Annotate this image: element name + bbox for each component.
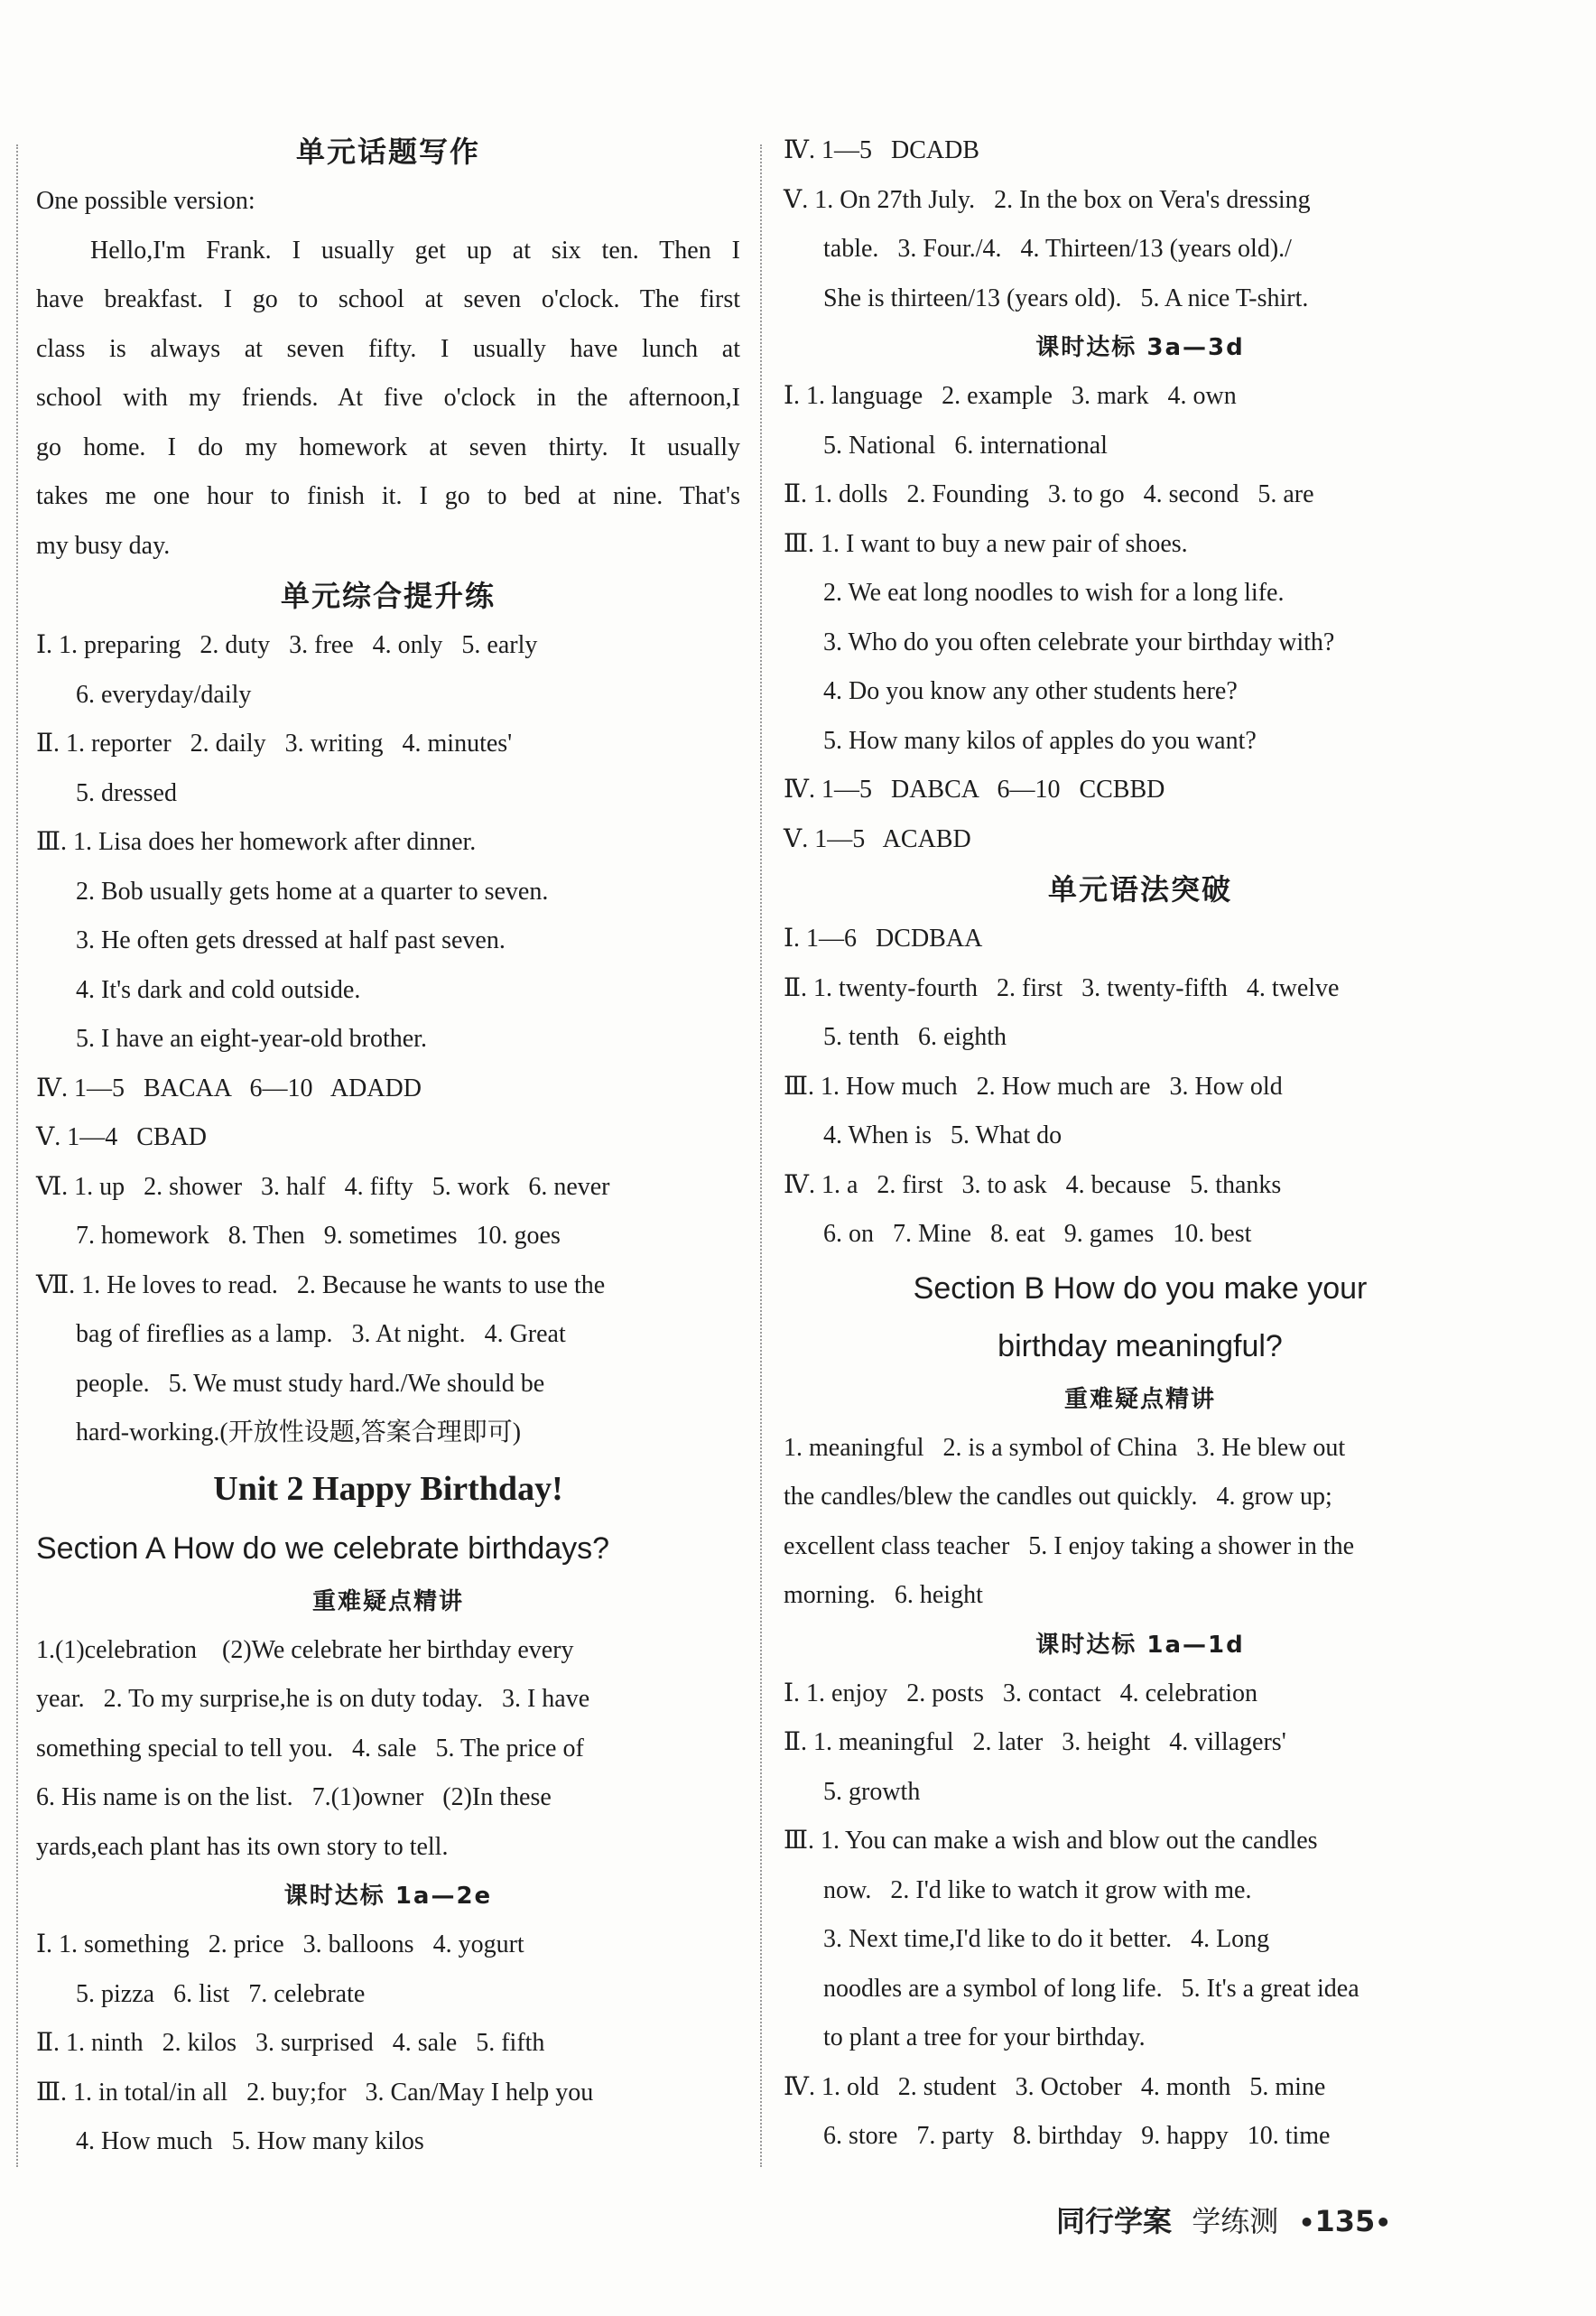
right-column: [784, 126, 1497, 2162]
answer-line: 6. His name is on the list. 7.(1)owner (2)In these: [36, 1783, 552, 1811]
answer-line: 3. Next time,I'd like to do it better. 4. Long: [823, 1925, 1270, 1953]
answer-line: morning. 6. height: [784, 1581, 983, 1609]
answer-line: 6. on 7. Mine 8. eat 9. games 10. best: [823, 1220, 1252, 1248]
key-points-heading: 重难疑点精讲: [311, 1587, 464, 1615]
answer-line: Ⅴ. 1. On 27th July. 2. In the box on Vera's dressing: [784, 185, 1311, 214]
answer-line: Ⅳ. 1—5 DABCA 6—10 CCBBD: [784, 776, 1165, 804]
answer-line: 4. How much 5. How many kilos: [76, 2127, 424, 2155]
answer-line: 2. Bob usually gets home at a quarter to seven.: [76, 877, 549, 906]
grammar-heading: 单元语法突破: [1047, 872, 1232, 907]
answer-line: 7. homework 8. Then 9. sometimes 10. goes: [76, 1222, 561, 1250]
answer-line: 4. Do you know any other students here?: [823, 677, 1238, 705]
answer-line: Ⅰ. 1. preparing 2. duty 3. free 4. only 5. early: [36, 631, 538, 659]
writing-line: takes me one hour to finish it. I go to bed at nine. That's: [36, 482, 740, 510]
page-number: 135: [1314, 2204, 1376, 2238]
answer-line: hard-working.(开放性设题,答案合理即可): [76, 1418, 522, 1446]
answer-line: Ⅲ. 1. in total/in all 2. buy;for 3. Can/May I help you: [36, 2078, 594, 2107]
answer-line: year. 2. To my surprise,he is on duty today. 3. I have: [36, 1685, 590, 1713]
answer-line: Ⅲ. 1. How much 2. How much are 3. How old: [784, 1072, 1283, 1101]
answer-line: Ⅳ. 1—5 BACAA 6—10 ADADD: [36, 1074, 422, 1102]
review-heading: 单元综合提升练: [280, 579, 496, 613]
answer-line: Ⅵ. 1. up 2. shower 3. half 4. fifty 5. work 6. never: [36, 1172, 610, 1201]
writing-line: go home. I do my homework at seven thirty. It usually: [36, 433, 740, 461]
writing-line: my busy day.: [36, 531, 171, 560]
answer-line: excellent class teacher 5. I enjoy taking a shower in the: [784, 1531, 1355, 1560]
answer-line: Ⅱ. 1. reporter 2. daily 3. writing 4. minutes': [36, 730, 513, 758]
key-points-heading: 重难疑点精讲: [1063, 1385, 1216, 1413]
answer-line: 5. How many kilos of apples do you want?: [823, 726, 1257, 755]
answer-line: 3. He often gets dressed at half past seven.: [76, 926, 506, 954]
answer-line: 6. everyday/daily: [76, 680, 252, 709]
answer-line: Ⅳ. 1. a 2. first 3. to ask 4. because 5. thanks: [784, 1170, 1282, 1199]
answer-line: Ⅰ. 1—6 DCDBAA: [784, 925, 983, 953]
answer-line: 1.(1)celebration (2)We celebrate her birthday every: [36, 1635, 574, 1664]
writing-line: Hello,I'm Frank. I usually get up at six ten. Then I: [90, 236, 740, 265]
answer-line: Ⅴ. 1—5 ACABD: [784, 824, 971, 853]
answer-line: 2. We eat long noodles to wish for a long life.: [823, 579, 1285, 607]
answer-line: 4. It's dark and cold outside.: [76, 975, 361, 1004]
bullet-icon: •: [1375, 2208, 1392, 2237]
answer-line: 4. When is 5. What do: [823, 1121, 1062, 1149]
bullet-icon: •: [1298, 2208, 1315, 2237]
answer-line: now. 2. I'd like to watch it grow with me.: [823, 1875, 1252, 1904]
answer-line: something special to tell you. 4. sale 5. The price of: [36, 1734, 584, 1763]
answer-line: Ⅶ. 1. He loves to read. 2. Because he wants to use the: [36, 1270, 606, 1299]
answer-line: 6. store 7. party 8. birthday 9. happy 10. time: [823, 2122, 1331, 2150]
answer-line: Ⅰ. 1. language 2. example 3. mark 4. own: [784, 382, 1237, 410]
left-column: [36, 126, 740, 2167]
writing-line: have breakfast. I go to school at seven o'clock. The first: [36, 285, 740, 313]
section-a-title: Section A How do we celebrate birthdays?: [36, 1530, 610, 1566]
answer-line: Ⅲ. 1. Lisa does her homework after dinner.: [36, 828, 477, 856]
answer-line: 5. growth: [823, 1777, 921, 1806]
answer-line: Ⅱ. 1. meaningful 2. later 3. height 4. villagers': [784, 1728, 1286, 1756]
column-divider-left: [16, 144, 18, 2167]
answer-line: 3. Who do you often celebrate your birthday with?: [823, 628, 1335, 656]
answer-line: table. 3. Four./4. 4. Thirteen/13 (years old)./: [823, 235, 1292, 263]
answer-line: the candles/blew the candles out quickly. 4. grow up;: [784, 1483, 1332, 1511]
unit-title: Unit 2 Happy Birthday!: [213, 1469, 563, 1508]
answer-line: Ⅰ. 1. enjoy 2. posts 3. contact 4. celebration: [784, 1679, 1258, 1707]
column-divider-middle: [760, 144, 762, 2167]
answer-line: Ⅱ. 1. ninth 2. kilos 3. surprised 4. sale 5. fifth: [36, 2029, 545, 2057]
answer-line: to plant a tree for your birthday.: [823, 2023, 1146, 2051]
page-footer: [1056, 2196, 1489, 2246]
answer-line: 5. dressed: [76, 778, 177, 807]
section-b-title: Section B How do you make your: [913, 1270, 1368, 1306]
answer-line: people. 5. We must study hard./We should be: [76, 1369, 545, 1398]
answer-line: Ⅱ. 1. twenty-fourth 2. first 3. twenty-fifth 4. twelve: [784, 973, 1340, 1002]
footer-series: 学练测: [1192, 2204, 1279, 2238]
writing-line: school with my friends. At five o'clock in the afternoon,I: [36, 384, 740, 412]
answer-line: yards,each plant has its own story to tell.: [36, 1832, 449, 1861]
writing-intro: One possible version:: [36, 187, 255, 215]
answer-line: She is thirteen/13 (years old). 5. A nice T-shirt.: [823, 284, 1309, 312]
answer-line: 5. I have an eight-year-old brother.: [76, 1025, 427, 1053]
lesson-heading: 课时达标 1a—2e: [283, 1883, 493, 1910]
answer-line: Ⅲ. 1. You can make a wish and blow out the candles: [784, 1827, 1318, 1855]
lesson-3a-heading: 课时达标 3a—3d: [1035, 334, 1245, 361]
lesson-1a-heading: 课时达标 1a—1d: [1035, 1631, 1245, 1659]
answer-line: Ⅱ. 1. dolls 2. Founding 3. to go 4. second 5. are: [784, 480, 1314, 508]
answer-line: 5. tenth 6. eighth: [823, 1023, 1007, 1051]
answer-line: 5. pizza 6. list 7. celebrate: [76, 1979, 366, 2008]
answer-line: Ⅳ. 1—5 DCADB: [784, 136, 979, 164]
answer-line: noodles are a symbol of long life. 5. It's a great idea: [823, 1974, 1359, 2003]
answer-line: Ⅳ. 1. old 2. student 3. October 4. month 5. mine: [784, 2072, 1326, 2101]
writing-heading: 单元话题写作: [295, 135, 480, 169]
section-b-title-cont: birthday meaningful?: [998, 1328, 1283, 1363]
writing-line: class is always at seven fifty. I usually have lunch at: [36, 334, 740, 363]
answer-line: 5. National 6. international: [823, 431, 1108, 460]
answer-line: bag of fireflies as a lamp. 3. At night. 4. Great: [76, 1320, 566, 1348]
footer-brand: 同行学案: [1056, 2204, 1173, 2238]
answer-line: Ⅲ. 1. I want to buy a new pair of shoes.: [784, 529, 1188, 558]
answer-line: Ⅴ. 1—4 CBAD: [36, 1123, 208, 1151]
answer-line: 1. meaningful 2. is a symbol of China 3. He blew out: [784, 1433, 1346, 1462]
answer-line: Ⅰ. 1. something 2. price 3. balloons 4. yogurt: [36, 1930, 524, 1958]
